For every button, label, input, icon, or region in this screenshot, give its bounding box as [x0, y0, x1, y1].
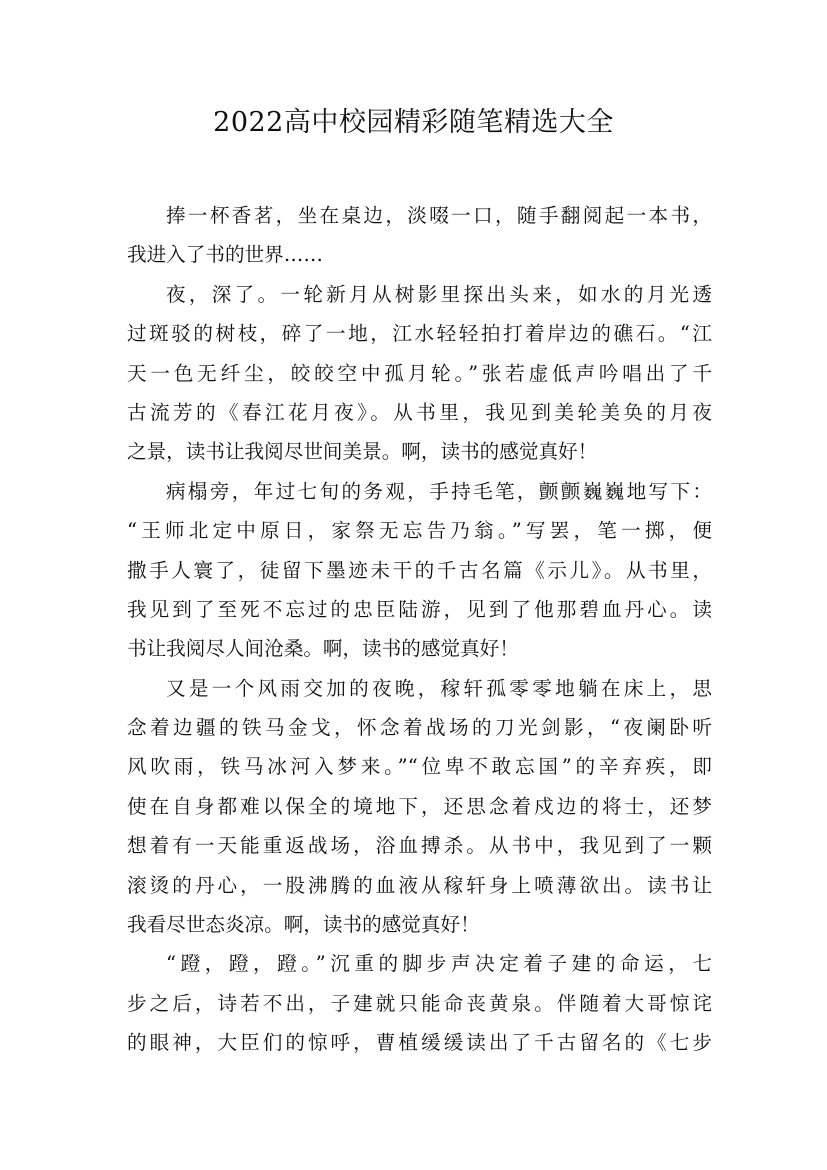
text-line: 又是一个风雨交加的夜晚，稼轩孤零零地躺在床上，思	[166, 676, 712, 700]
text-line: 步之后，诗若不出，子建就只能命丧黄泉。伴随着大哥惊诧	[127, 991, 712, 1015]
text-line: 撒手人寰了，徒留下墨迹未干的千古名篇《示儿》。从书里，	[127, 558, 712, 582]
text-line: 过斑驳的树枝，碎了一地，江水轻轻拍打着岸边的礁石。“江	[127, 322, 712, 346]
text-line: 想着有一天能重返战场，浴血搏杀。从书中，我见到了一颗	[127, 834, 712, 858]
text-line: 使在自身都难以保全的境地下，还思念着戍边的将士，还梦	[127, 794, 712, 818]
text-line: 天一色无纤尘，皎皎空中孤月轮。”张若虚低声吟唱出了千	[127, 361, 712, 385]
text-line: “蹬，蹬，蹬。”沉重的脚步声决定着子建的命运，七	[166, 952, 712, 976]
text-line: 病榻旁，年过七旬的务观，手持毛笔，颤颤巍巍地写下：	[166, 479, 712, 503]
text-line: 我进入了书的世界……	[127, 243, 323, 267]
text-line: 书让我阅尽人间沧桑。啊，读书的感觉真好！	[127, 637, 519, 661]
text-line: 风吹雨，铁马冰河入梦来。”“位卑不敢忘国”的辛弃疾，即	[127, 755, 712, 779]
text-line: 之景，读书让我阅尽世间美景。啊，读书的感觉真好！	[127, 440, 598, 464]
document-title: 2022高中校园精彩随笔精选大全	[213, 107, 614, 138]
text-line: 夜，深了。一轮新月从树影里探出头来，如水的月光透	[166, 282, 712, 306]
document-body	[127, 196, 712, 1063]
text-line: 古流芳的《春江花月夜》。从书里，我见到美轮美奂的月夜	[127, 400, 712, 424]
text-line: 的眼神，大臣们的惊呼，曹植缓缓读出了千古留名的《七步	[127, 1031, 712, 1055]
text-line: 滚烫的丹心，一股沸腾的血液从稼轩身上喷薄欲出。读书让	[127, 873, 712, 897]
text-line: 我见到了至死不忘过的忠臣陆游，见到了他那碧血丹心。读	[127, 597, 712, 621]
text-line: 我看尽世态炎凉。啊，读书的感觉真好！	[127, 913, 480, 937]
text-line: 捧一杯香茗，坐在桌边，淡啜一口，随手翻阅起一本书，	[166, 204, 712, 227]
text-line: 念着边疆的铁马金戈，怀念着战场的刀光剑影，“夜阑卧听	[127, 716, 712, 740]
text-line: “王师北定中原日，家祭无忘告乃翁。”写罢，笔一掷，便	[127, 519, 712, 543]
